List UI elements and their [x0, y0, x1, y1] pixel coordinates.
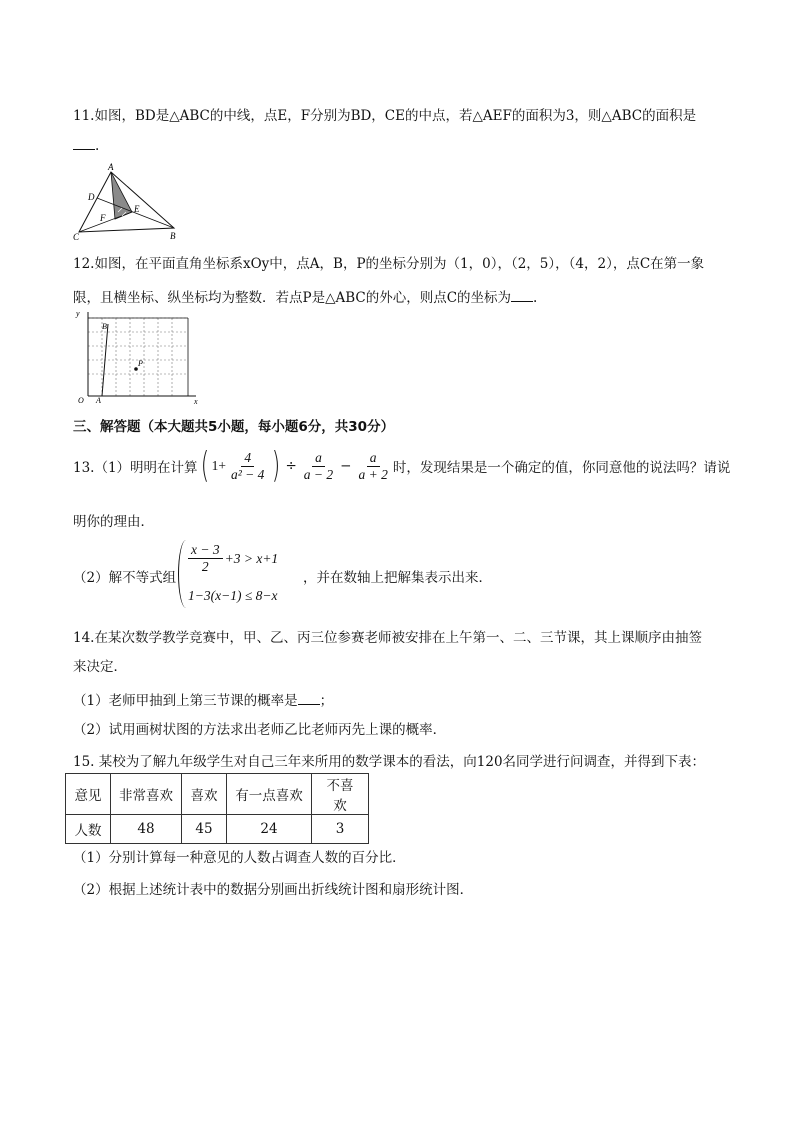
- q12-line1: 12.如图，在平面直角坐标系xOy中，点A，B，P的坐标分别为（1，0），（2，5），（4，2），点C在第一象: [73, 256, 705, 272]
- q12-label-y: y: [76, 309, 80, 318]
- table-cell: 意见: [66, 774, 111, 815]
- q14-sub2: （2）试用画树状图的方法求出老师乙比老师丙先上课的概率．: [73, 722, 447, 738]
- q15-sub2: （2）根据上述统计表中的数据分别画出折线统计图和扇形统计图．: [73, 882, 474, 898]
- q11-line1: 11.如图，BD是△ABC的中线，点E，F分别为BD，CE的中点，若△AEF的面积为3，则△ABC的面积是: [73, 108, 697, 124]
- q14-answer-blank: [298, 692, 320, 705]
- q11-label-d: D: [88, 192, 95, 202]
- q12-grid-figure: [70, 308, 205, 404]
- q13-part1-line2: 明你的理由．: [73, 514, 154, 530]
- q11-label-b: B: [170, 231, 176, 241]
- table-cell: 24: [227, 815, 312, 844]
- q15-survey-table: [65, 773, 369, 844]
- q13-part2-suffix: ，并在数轴上把解集表示出来．: [303, 570, 492, 586]
- q11-label-c: C: [73, 232, 80, 242]
- q11-answer-blank: [73, 137, 95, 150]
- table-cell: 48: [111, 815, 182, 844]
- q12-label-o: O: [78, 396, 84, 404]
- q15-line1: 15. 某校为了解九年级学生对自己三年来所用的数学课本的看法，向120名同学进行问调查，并得到下表：: [73, 754, 706, 770]
- q12-label-p: P: [138, 359, 143, 368]
- table-cell: 有一点喜欢: [227, 774, 312, 815]
- table-cell: 喜欢: [182, 774, 227, 815]
- q11-triangle-figure: [70, 160, 185, 242]
- q12-label-a: A: [96, 396, 101, 404]
- q14-sub1: （1）老师甲抽到上第三节课的概率是 ；: [73, 693, 334, 709]
- q14-line2: 来决定．: [73, 659, 127, 675]
- q11-label-f: F: [100, 213, 106, 223]
- q11-label-e: E: [134, 204, 140, 214]
- q14-line1: 14.在某次数学教学竞赛中，甲、乙、丙三位参赛老师被安排在上午第一、二、三节课，其上课顺序由抽签: [73, 630, 702, 646]
- q12-label-b: B: [102, 322, 107, 331]
- q13-fraction-1: $\frac{4}{\text{a² − 4}}$: [230, 449, 265, 482]
- q11-label-a: A: [108, 162, 114, 172]
- q13-part1: 13.（1）明明在计算 ( 1+ $\frac{4}{\text{a² − 4}}$ ) ÷ $\frac{a}{a - 2}$ − $\frac{a}{a + 2}$ 时，发现结果是一个确定的值，你同意他的说法吗？请说: [73, 445, 731, 486]
- q12-label-x: x: [194, 397, 198, 404]
- q13-inequality-2: 1−3(x−1) ≤ 8−x: [188, 588, 278, 603]
- section-3-heading: 三、解答题（本大题共5小题，每小题6分，共30分）: [73, 419, 395, 435]
- table-cell: 人数: [66, 815, 111, 844]
- q13-part2-prefix: （2）解不等式组: [73, 570, 177, 586]
- q12-answer-blank: [511, 289, 533, 302]
- table-cell: 45: [182, 815, 227, 844]
- table-row: [66, 815, 369, 844]
- q13-inequality-1: $\frac{x - 3}{2}$ +3 > x+1: [186, 542, 278, 575]
- table-row: [66, 774, 369, 815]
- q15-sub1: （1）分别计算每一种意见的人数占调查人数的百分比．: [73, 850, 406, 866]
- table-cell: 3: [312, 815, 369, 844]
- table-cell: 非常喜欢: [111, 774, 182, 815]
- q12-line2: 限，且横坐标、纵坐标均为整数．若点P是△ABC的外心，则点C的坐标为 .: [73, 290, 538, 306]
- q13-fraction-2: $\frac{a}{a - 2}$: [303, 449, 334, 482]
- q11-line2: .: [73, 137, 99, 154]
- q13-fraction-3: $\frac{a}{a + 2}$: [358, 449, 388, 482]
- table-cell: 不喜欢: [312, 774, 369, 815]
